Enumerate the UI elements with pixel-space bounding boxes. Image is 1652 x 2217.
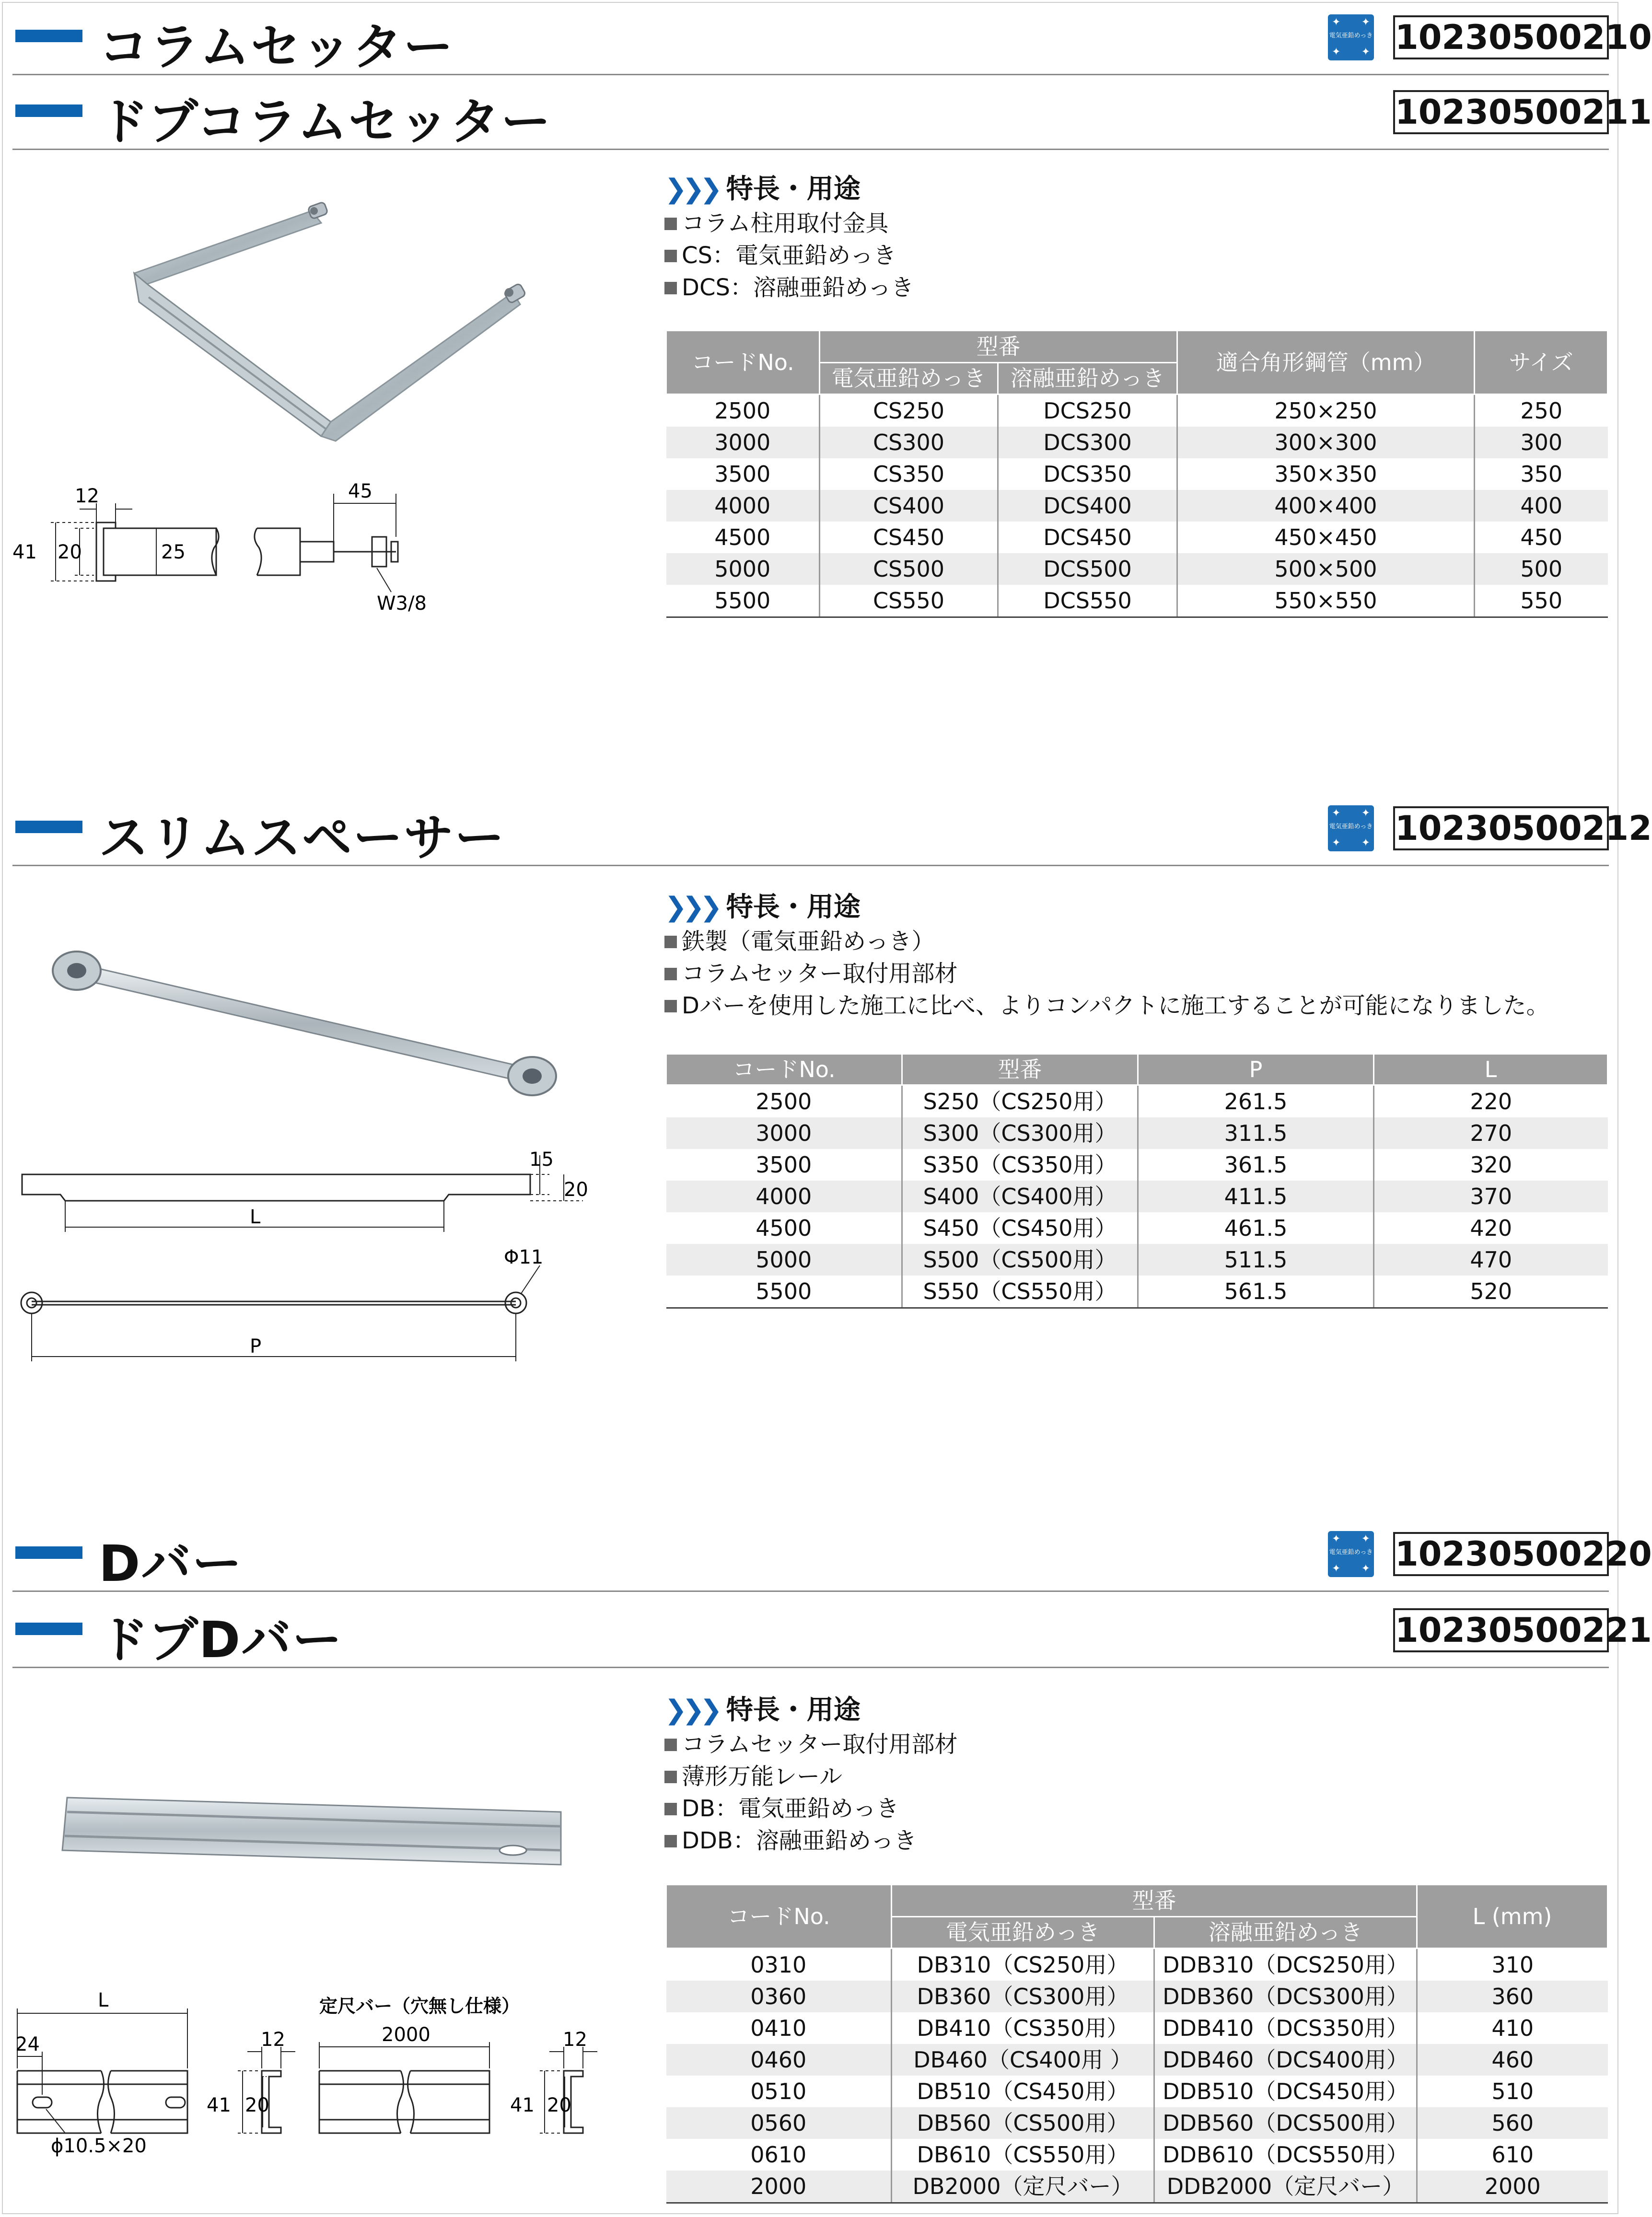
features-heading-text: 特長・用途 — [726, 1695, 861, 1726]
th-hot: 溶融亜鉛めっき — [1154, 1916, 1417, 1949]
table-row — [666, 2012, 1608, 2044]
feature-text: Dバーを使用した施工に比べ、よりコンパクトに施工することが可能になりました。 — [682, 992, 1549, 1019]
cell: 261.5 — [1138, 1085, 1374, 1118]
chevron-triple-icon: ❯❯❯ — [664, 1695, 718, 1726]
cell: 5000 — [666, 1244, 902, 1276]
table-row — [666, 585, 1608, 617]
cell: 320 — [1470, 1152, 1512, 1178]
cell: 270 — [1374, 1117, 1608, 1149]
cell: 610 — [1491, 2142, 1534, 2168]
feature-text: DDB：溶融亜鉛めっき — [682, 1827, 917, 1854]
feature-item — [664, 240, 914, 272]
feature-item — [664, 926, 1549, 958]
square-bullet-icon — [664, 1739, 677, 1751]
cell: 300×300 — [1177, 427, 1475, 458]
cell: 2000 — [666, 2171, 892, 2203]
table-row — [666, 2076, 1608, 2107]
cell: DB460（CS400用 ） — [892, 2044, 1154, 2076]
cell: DB560（CS500用） — [892, 2107, 1154, 2139]
square-bullet-icon — [664, 1000, 677, 1012]
cell: CS450 — [820, 522, 998, 553]
feature-text: コラムセッター取付用部材 — [682, 1731, 958, 1758]
cell: 250×250 — [1177, 395, 1475, 427]
cell: 5500 — [666, 1276, 902, 1308]
square-bullet-icon — [664, 1835, 677, 1847]
table-row — [666, 1085, 1608, 1118]
cell: 511.5 — [1138, 1244, 1374, 1276]
cell: 410 — [1491, 2015, 1534, 2041]
features-heading — [664, 171, 914, 208]
cell: DDB2000（定尺バー） — [1154, 2171, 1417, 2203]
cell: S450（CS450用） — [902, 1212, 1138, 1244]
electro-galvanized-icon-label: 電気亜鉛めっき — [1329, 32, 1373, 39]
features-column-setter — [664, 171, 914, 304]
cell: 400 — [1475, 490, 1608, 522]
table-row — [666, 1949, 1608, 1981]
spec-table-column-setter — [665, 330, 1608, 618]
feature-item — [664, 1761, 958, 1793]
cell: 3000 — [666, 1117, 902, 1149]
cell: 500×500 — [1177, 553, 1475, 585]
section-title: スリムスペーサー — [99, 809, 506, 867]
square-bullet-icon — [664, 1771, 677, 1783]
square-bullet-icon — [664, 936, 677, 948]
cell: 450 — [1520, 524, 1563, 550]
dim-2000: 2000 — [382, 2024, 430, 2046]
column-setter-photo — [120, 201, 542, 470]
dim-45: 45 — [348, 480, 372, 502]
square-bullet-icon — [664, 282, 677, 294]
electro-galvanized-icon-label: 電気亜鉛めっき — [1329, 1549, 1373, 1556]
square-bullet-icon — [664, 218, 677, 230]
table-row — [666, 2044, 1608, 2076]
dim-41b: 41 — [510, 2094, 535, 2116]
cell: CS500 — [820, 553, 998, 585]
table-row — [666, 1181, 1608, 1212]
dim-41: 41 — [12, 541, 37, 563]
cell: DCS350 — [998, 458, 1177, 490]
table-row — [666, 395, 1608, 427]
dim-12: 12 — [75, 485, 99, 507]
cell: 4500 — [666, 1212, 902, 1244]
section-header-d-bar — [12, 1519, 1652, 1593]
feature-text: DCS：溶融亜鉛めっき — [682, 274, 914, 301]
cell: DCS300 — [998, 427, 1177, 458]
cell: 3500 — [666, 1149, 902, 1181]
cell: 461.5 — [1138, 1212, 1374, 1244]
cell: 4500 — [666, 522, 820, 553]
cell: 550 — [1475, 585, 1608, 617]
product-code: 10230500221 — [1393, 1608, 1609, 1652]
product-code: 10230500212 — [1393, 806, 1609, 850]
section-title: Dバー — [99, 1534, 243, 1593]
th-model: 型番 — [820, 331, 1177, 363]
table-row — [666, 1212, 1608, 1244]
cell: 0360 — [666, 1981, 892, 2012]
cell: S500（CS500用） — [902, 1244, 1138, 1276]
th-model: 型番 — [892, 1885, 1417, 1917]
slim-spacer-photo — [48, 940, 575, 1122]
section-title: コラムセッター — [99, 18, 454, 76]
table-row — [666, 1149, 1608, 1181]
accent-bar — [15, 104, 82, 117]
square-bullet-icon — [664, 250, 677, 262]
cell: DB310（CS250用） — [892, 1949, 1154, 1981]
dim-12a: 12 — [261, 2029, 285, 2051]
chevron-triple-icon: ❯❯❯ — [664, 892, 718, 923]
electro-galvanized-icon: ✦ ✦ ✦ ✦ 電気亜鉛めっき — [1328, 1531, 1374, 1577]
feature-text: コラム柱用取付金具 — [682, 210, 889, 237]
accent-bar — [15, 1623, 82, 1635]
dim-25: 25 — [161, 541, 186, 563]
dim-hole: ϕ10.5×20 — [51, 2135, 147, 2157]
electro-galvanized-icon-label: 電気亜鉛めっき — [1329, 823, 1373, 830]
feature-item — [664, 272, 914, 304]
cell: 561.5 — [1138, 1276, 1374, 1308]
accent-bar — [15, 30, 82, 42]
cell: DCS550 — [998, 585, 1177, 617]
table-row — [666, 2107, 1608, 2139]
cell: 361.5 — [1138, 1149, 1374, 1181]
cell: 360 — [1417, 1981, 1608, 2012]
table-row — [666, 522, 1608, 553]
cell: 5500 — [666, 585, 820, 617]
cell: CS250 — [820, 395, 998, 427]
cell: 0560 — [666, 2107, 892, 2139]
dim-thread: W3/8 — [377, 592, 427, 615]
section-header-dob-d-bar — [12, 1595, 1652, 1669]
cell: 510 — [1491, 2078, 1534, 2104]
table-row — [666, 1244, 1608, 1276]
chevron-triple-icon: ❯❯❯ — [664, 174, 718, 205]
cell: DB2000（定尺バー） — [892, 2171, 1154, 2203]
cell: DDB560（DCS500用） — [1154, 2107, 1417, 2139]
th-hot: 溶融亜鉛めっき — [998, 362, 1177, 395]
table-row — [666, 553, 1608, 585]
section-title: ドブDバー — [99, 1611, 343, 1669]
slim-spacer-drawing — [12, 1141, 607, 1381]
feature-item — [664, 1825, 958, 1857]
table-row — [666, 1117, 1608, 1149]
th-code: コードNo. — [666, 1054, 902, 1085]
cell: S300（CS300用） — [902, 1117, 1138, 1149]
cell: DDB510（DCS450用） — [1154, 2076, 1417, 2107]
column-setter-drawing — [12, 475, 444, 614]
feature-text: 鉄製（電気亜鉛めっき） — [682, 928, 935, 955]
cell: 370 — [1374, 1181, 1608, 1212]
product-code: 10230500211 — [1393, 90, 1609, 134]
dim-24: 24 — [15, 2033, 40, 2055]
dim-P: P — [250, 1335, 262, 1358]
cell: 550×550 — [1177, 585, 1475, 617]
cell: 2500 — [666, 1085, 902, 1118]
cell: 460 — [1417, 2044, 1608, 2076]
cell: 0410 — [666, 2012, 892, 2044]
features-slim-spacer — [664, 889, 1549, 1022]
cell: DB510（CS450用） — [892, 2076, 1154, 2107]
cell: DDB360（DCS300用） — [1154, 1981, 1417, 2012]
dim-20: 20 — [58, 541, 82, 563]
feature-item — [664, 958, 1549, 990]
cell: 311.5 — [1138, 1117, 1374, 1149]
cell: S550（CS550用） — [902, 1276, 1138, 1308]
cell: S250（CS250用） — [902, 1085, 1138, 1118]
spec-table-slim-spacer — [665, 1053, 1608, 1309]
features-heading — [664, 889, 1549, 926]
section-title: ドブコラムセッター — [99, 93, 552, 151]
cell: DDB310（DCS250用） — [1154, 1949, 1417, 1981]
cell: 300 — [1475, 427, 1608, 458]
cell: 500 — [1475, 553, 1608, 585]
cell: 350×350 — [1177, 458, 1475, 490]
cell: DCS250 — [998, 395, 1177, 427]
cell: 350 — [1520, 461, 1563, 487]
cell: 470 — [1374, 1244, 1608, 1276]
accent-bar — [15, 821, 82, 833]
th-l: L (mm) — [1417, 1885, 1608, 1949]
cell: DB360（CS300用） — [892, 1981, 1154, 2012]
feature-text: コラムセッター取付用部材 — [682, 960, 958, 987]
cell: 400×400 — [1177, 490, 1475, 522]
cell: 520 — [1374, 1276, 1608, 1308]
feature-item — [664, 1729, 958, 1761]
cell: 450×450 — [1177, 522, 1475, 553]
section-header-dob-column-setter — [12, 77, 1652, 151]
cell: 0510 — [666, 2076, 892, 2107]
th-size: サイズ — [1475, 331, 1608, 395]
table-row — [666, 1276, 1608, 1308]
dim-12b: 12 — [563, 2029, 587, 2051]
cell: CS350 — [820, 458, 998, 490]
spec-table-d-bar — [665, 1884, 1608, 2204]
features-heading — [664, 1692, 958, 1729]
cell: CS550 — [820, 585, 998, 617]
feature-text: DB：電気亜鉛めっき — [682, 1795, 899, 1822]
feature-item — [664, 208, 914, 240]
cell: 3000 — [666, 427, 820, 458]
features-heading-text: 特長・用途 — [726, 892, 861, 923]
th-model: 型番 — [902, 1054, 1138, 1085]
product-code: 10230500210 — [1393, 15, 1609, 59]
th-l: L — [1374, 1054, 1608, 1085]
cell: DDB610（DCS550用） — [1154, 2139, 1417, 2171]
table-row — [666, 458, 1608, 490]
section-header-column-setter — [12, 2, 1652, 76]
feature-text: CS：電気亜鉛めっき — [682, 242, 896, 269]
section-header-slim-spacer — [12, 793, 1652, 867]
electro-galvanized-icon: ✦ ✦ ✦ ✦ 電気亜鉛めっき — [1328, 805, 1374, 851]
cell: DDB460（DCS400用） — [1154, 2044, 1417, 2076]
dim-20b: 20 — [547, 2094, 571, 2116]
product-code: 10230500220 — [1393, 1532, 1609, 1576]
cell: DB610（CS550用） — [892, 2139, 1154, 2171]
d-bar-drawing — [12, 1989, 602, 2157]
cell: 0460 — [666, 2044, 892, 2076]
dim-20a: 20 — [245, 2094, 269, 2116]
accent-bar — [15, 1546, 82, 1559]
fixed-bar-title: 定尺バー（穴無し仕様） — [319, 1996, 520, 2017]
dim-15: 15 — [529, 1149, 554, 1171]
cell: 220 — [1374, 1085, 1608, 1118]
dim-L: L — [250, 1206, 261, 1228]
cell: DCS400 — [998, 490, 1177, 522]
features-d-bar — [664, 1692, 958, 1857]
cell: 5000 — [666, 553, 820, 585]
table-row — [666, 427, 1608, 458]
cell: 560 — [1417, 2107, 1608, 2139]
cell: 4000 — [666, 1181, 902, 1212]
cell: S400（CS400用） — [902, 1181, 1138, 1212]
cell: DCS500 — [998, 553, 1177, 585]
cell: DDB410（DCS350用） — [1154, 2012, 1417, 2044]
square-bullet-icon — [664, 1803, 677, 1815]
table-row — [666, 1981, 1608, 2012]
feature-text: 薄形万能レール — [682, 1763, 843, 1790]
cell: 0610 — [666, 2139, 892, 2171]
cell: 411.5 — [1138, 1181, 1374, 1212]
feature-item — [664, 990, 1549, 1022]
cell: 0310 — [666, 1949, 892, 1981]
th-code: コードNo. — [666, 1885, 892, 1949]
th-p: P — [1138, 1054, 1374, 1085]
cell: CS400 — [820, 490, 998, 522]
table-row — [666, 2171, 1608, 2203]
table-row — [666, 490, 1608, 522]
feature-item — [664, 1793, 958, 1825]
dim-phi11: Φ11 — [504, 1246, 544, 1268]
th-elec: 電気亜鉛めっき — [892, 1916, 1154, 1949]
dim-L: L — [98, 1989, 109, 2011]
cell: 2500 — [666, 395, 820, 427]
th-code: コードNo. — [666, 331, 820, 395]
cell: 3500 — [666, 458, 820, 490]
cell: DCS450 — [998, 522, 1177, 553]
cell: 250 — [1475, 395, 1608, 427]
cell: 4000 — [666, 490, 820, 522]
square-bullet-icon — [664, 968, 677, 980]
d-bar-photo — [48, 1783, 575, 1893]
cell: CS300 — [820, 427, 998, 458]
cell: S350（CS350用） — [902, 1149, 1138, 1181]
cell: DB410（CS350用） — [892, 2012, 1154, 2044]
dim-20: 20 — [564, 1179, 588, 1201]
th-elec: 電気亜鉛めっき — [820, 362, 998, 395]
table-row — [666, 2139, 1608, 2171]
cell: 420 — [1470, 1215, 1512, 1241]
cell: 310 — [1417, 1949, 1608, 1981]
dim-41a: 41 — [207, 2094, 231, 2116]
cell: 2000 — [1417, 2171, 1608, 2203]
electro-galvanized-icon: ✦ ✦ ✦ ✦ 電気亜鉛めっき — [1328, 14, 1374, 60]
th-pipe: 適合角形鋼管（mm） — [1177, 331, 1475, 395]
features-heading-text: 特長・用途 — [726, 174, 861, 205]
